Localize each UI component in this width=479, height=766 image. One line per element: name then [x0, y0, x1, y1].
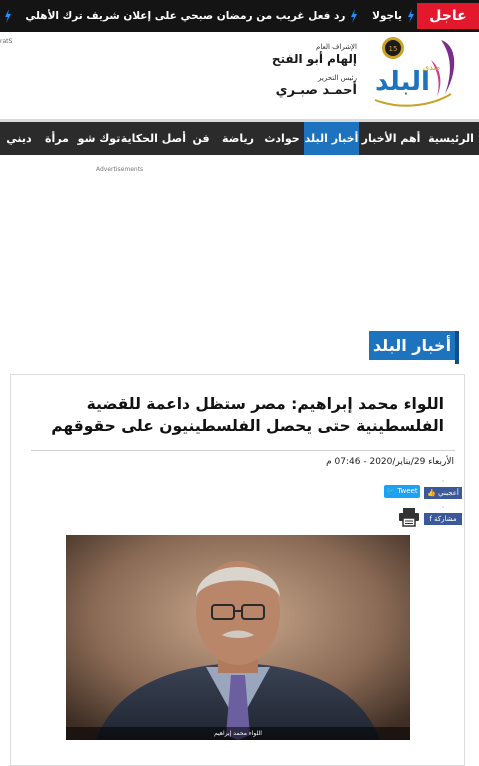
- nav-item-story-origin[interactable]: أصل الحكاية: [120, 132, 186, 145]
- section-title-accent: [455, 331, 459, 364]
- site-header: [0, 32, 479, 120]
- like-button[interactable]: [424, 487, 462, 499]
- like-label: أعجبني: [438, 489, 459, 497]
- twitter-bird-icon: 🐦: [386, 487, 396, 495]
- ticker-item[interactable]: ياجولا: [372, 0, 415, 32]
- ticker-item[interactable]: [0, 0, 12, 32]
- like-count: ٠: [441, 477, 445, 485]
- thumbs-up-icon: 👍: [427, 489, 436, 497]
- tweet-button[interactable]: [384, 485, 420, 498]
- facebook-share-button[interactable]: [424, 513, 462, 525]
- ticker-item[interactable]: رد فعل غريب من رمضان صبحي على إعلان شريف ترك الأهلي: [25, 0, 358, 32]
- nav-item-sports[interactable]: رياضة: [222, 132, 254, 145]
- section-title: أخبار البلد: [369, 331, 455, 360]
- nav-item-talk-show[interactable]: توك شو: [77, 132, 121, 145]
- editor-name: أحمـد صبـري: [275, 83, 357, 98]
- bolt-icon: [4, 9, 12, 23]
- article-headline: اللواء محمد إبراهيم: مصر ستظل داعمة للقضية الفلسطينية حتى يحصل الفلسطينيون على حقوقهم: [51, 395, 444, 435]
- share-label: مشاركة: [434, 515, 457, 523]
- breaking-label: عاجل: [417, 3, 479, 29]
- bolt-icon: [407, 9, 415, 23]
- ad-label: Advertisements: [96, 166, 144, 173]
- header-edge-text: ratS: [0, 38, 13, 45]
- svg-text:15: 15: [388, 45, 398, 53]
- photo-caption: اللواء محمد إبراهيم: [66, 727, 410, 740]
- nav-item-art[interactable]: فن: [192, 132, 210, 145]
- editor-title: رئيس التحرير: [318, 74, 357, 82]
- site-logo[interactable]: [371, 34, 463, 114]
- nav-item-country-news[interactable]: أخبار البلد: [304, 122, 359, 155]
- editor-info: [247, 42, 357, 98]
- share-count: ٠: [441, 503, 445, 511]
- article-date: الأربعاء 29/يناير/2020 - 07:46 م: [326, 457, 454, 467]
- supervisor-name: إلهام أبو الفتح: [271, 52, 357, 66]
- article-card: [10, 374, 465, 766]
- facebook-icon: f: [429, 515, 432, 523]
- printer-icon[interactable]: [398, 507, 420, 527]
- breaking-news-ticker: [0, 0, 479, 32]
- nav-item-accidents[interactable]: حوادث: [264, 132, 300, 145]
- main-nav: [0, 122, 479, 155]
- supervisor-title: الإشراف العام: [315, 43, 357, 51]
- ticker-track: [0, 0, 415, 32]
- bolt-icon: [350, 9, 358, 23]
- nav-item-women[interactable]: مرأة: [45, 132, 69, 145]
- logo-text: البلد: [375, 67, 430, 97]
- nav-item-top-news[interactable]: أهم الأخبار: [361, 132, 421, 145]
- tweet-label: Tweet: [397, 487, 418, 495]
- article-photo: [66, 535, 410, 740]
- nav-item-home[interactable]: الرئيسية: [428, 132, 474, 145]
- meta-divider: [31, 450, 455, 451]
- logo-small-text: صدى: [423, 63, 441, 72]
- nav-item-religious[interactable]: ديني: [6, 132, 32, 145]
